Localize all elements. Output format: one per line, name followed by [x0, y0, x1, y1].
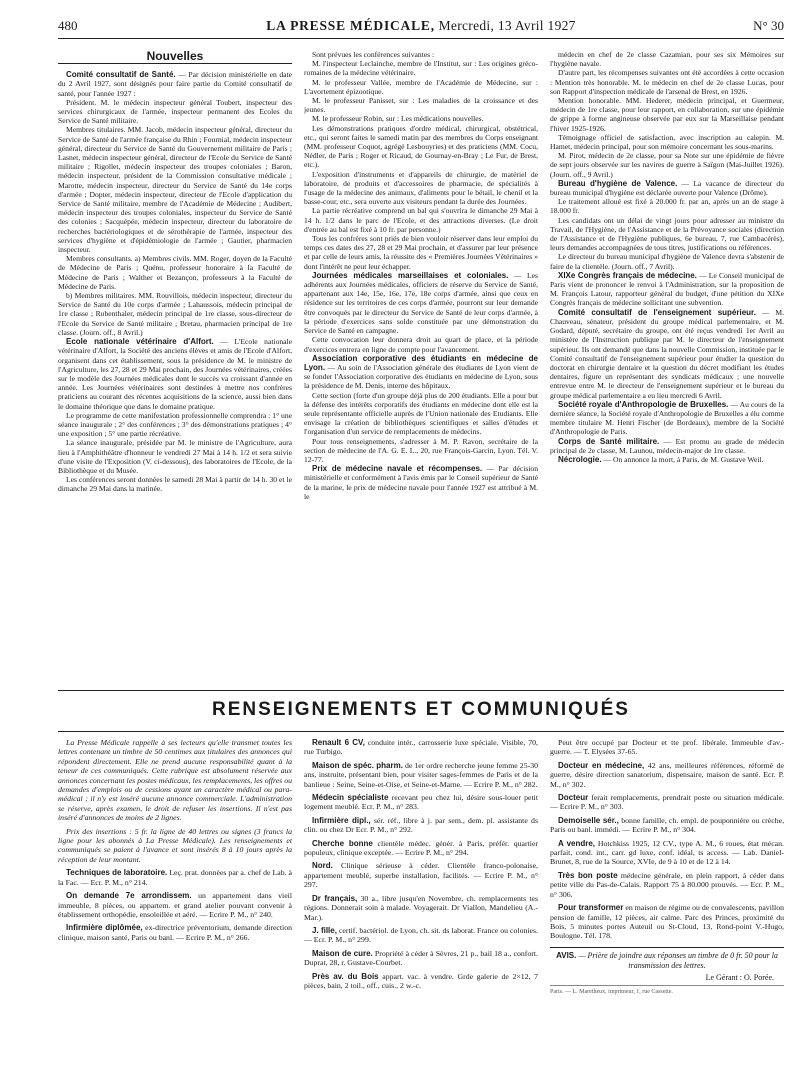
ad-heading: Très bon poste — [558, 870, 618, 880]
classified-ad — [304, 926, 538, 945]
news-text: Sont prévues les conférences suivantes : — [312, 50, 435, 59]
news-paragraph — [550, 197, 784, 215]
ad-heading: Docteur en médecine, — [558, 760, 645, 770]
news-text: La partie récréative comprend un bal qui s'ouvrira le dimanche 29 Mai à 14 h. 1/2 dans le parc de l'Ecole, et des attractions diverses. (Le droit d'entrée au bal est fixé à 10 fr. par personne.) — [304, 206, 538, 234]
news-paragraph — [550, 437, 784, 455]
news-paragraph — [304, 464, 538, 501]
masthead — [58, 18, 784, 34]
news-paragraph — [304, 271, 538, 335]
classified-ad — [304, 861, 538, 889]
ad-heading: Renault 6 CV, — [312, 738, 365, 747]
ad-text: Propriété à céder à Sèvres, 21 p., bail 18 a., confort. Duprat, 28, r. Gustave-Courbet. — [304, 948, 538, 968]
classified-ad — [550, 903, 784, 941]
news-paragraph — [304, 50, 538, 59]
nouvelles-section — [58, 50, 784, 682]
news-text: M. le professeur Robin, sur : Les médications nouvelles. — [312, 114, 484, 124]
news-text: Tous les confrères sont priés de bien vouloir réserver dans leur emploi du temps ces dates des 27, 28 et 29 Mai prochain, et d'assurer par leur présence et par celle de leurs amis, la réussite des « Premières Journées Vétérinaires » dont l'intérêt ne peut leur échapper. — [304, 234, 538, 271]
ad-text: recevant peu chez lui, désire sous-louer petit logement meublé. Ecr. P. M., n° 283. — [304, 793, 538, 812]
printer-line: Paris. — L. Maretheux, imprimeur, 1, rue Cassette. — [550, 985, 784, 997]
news-text: — Les adhérents aux Journées médicales, officiers de réserve du Service de Santé, appartenant aux 14e, 15e, 16e, 17e, 18e corps d'armée, ainsi que ceux en résidence sur les territoires de ces corps d'armée, pourront sur leur demande être convoqués par le directeur du Service de Santé de leur corps d'armée, à la période d'exercices sans solde constituée par une démonstration du Service de Santé en campagne. — [304, 270, 538, 336]
title-rule — [58, 63, 292, 64]
classified-ad — [550, 738, 784, 757]
news-text: Témoignage officiel de satisfaction, avec inscription au calepin. M. Hamet, médecin principal, pour son mémoire concernant les sous-marins. — [550, 132, 784, 152]
news-paragraph — [58, 70, 292, 98]
news-paragraph — [304, 59, 538, 77]
news-paragraph — [58, 98, 292, 126]
news-text: Président. M. le médecin inspecteur général Toubert, inspecteur des services chirurgicaux de l'armée, inspecteur permanent des Ecoles du Service de Santé militaire. — [58, 97, 292, 126]
ad-heading: J. fille, — [312, 925, 337, 935]
news-paragraph — [304, 437, 538, 465]
news-text: b) Membres militaires. MM. Rouvillois, médecin inspecteur, directeur du Service de Santé du 10e corps d'armée ; Lahaussois, médecin principal de 1re classe ; Rubenthaler, médecin principal de 1re classe, sous-directeur de l'Ecole du Service de Santé militaire ; Bretau, pharmacien principal de 1re classe. (Journ. off., 8 Avril.) — [58, 291, 292, 337]
news-paragraph — [304, 78, 538, 96]
ad-text: clientèle médec. génér. à Paris, préfér. quartier populeux, clinique exceptée. — Ecrire P. M., n° 294. — [304, 838, 538, 858]
insertion-prices: Prix des insertions : 5 fr. la ligne de 40 lettres ou signes (3 francs la ligne pour les abonnés à La Presse Médicale). Les renseignements et communiqués se paient à l'avance et sont insérés 8 à 10 jours après la réception de leur montant. — [58, 826, 292, 864]
news-paragraph — [304, 170, 538, 207]
classified-ad — [304, 949, 538, 968]
news-text: — M. Chauveau, sénateur, président du groupe médical parlementaire, et M. Godard, député, secrétaire du groupe, ont été reçus vendredi 1er Avril au ministère de l'Instruction publique par M. le directeur de l'enseignement supérieur. Ils ont demandé que dans la nouvelle Commission, instituée par le Comité consultatif de l'enseignement supérieur pour étudier la question du doctorat en chirurgie dentaire et la question du décret modifiant les études dentaires, figure un représentant des syndicats médicaux ; une nouvelle entrevue entre M. le directeur de l'enseignement supérieur et le bureau du groupe médical parlementaire a eu lieu mercredi 6 Avril. — [550, 307, 784, 400]
classified-ad — [550, 793, 784, 812]
news-paragraph — [304, 206, 538, 234]
news-text: D'autre part, les récompenses suivantes ont été accordées à cette occasion : Mention très honorable. M. le médecin en chef de 2e classe Lucas, pour son Rapport d'inspection médicale de l'arsenal de Brest, en 1926. — [550, 68, 784, 96]
ad-text: appart. vac. à vendre. Grde galerie de 2×12, 7 pièces, bain, 2 toil., off., cuis., 2 w.-c. — [304, 971, 538, 990]
news-paragraph — [550, 151, 784, 179]
classified-ad — [304, 761, 538, 789]
nouvelles-title: Nouvelles — [146, 50, 204, 63]
news-heading: Bureau d'hygiène de Valence. — [558, 178, 678, 188]
news-text: — Au cours de la dernière séance, la Société royale d'Anthropologie de Bruxelles a élu comme membre titulaire M. Henri Fischer (de Bordeaux), membre de la Société d'Anthropologie de Paris. — [550, 399, 784, 437]
news-paragraph — [550, 308, 784, 400]
news-text: Le programme de cette manifestation professionnelle comprendra : 1° une séance inaugurale ; 2° des conférences ; 3° des démonstrations pratiques ; 4° une exposition ; 5° une partie récréative. — [58, 410, 292, 439]
ad-text: 30 a., libre jusqu'en Novembre, ch. remplacements tes régions. Donnerait soin à malade. Voyagerait. Dr Viallon, Mandelieu (A.-Mar.). — [304, 893, 538, 922]
avis-text: — Prière de joindre aux réponses un timbre de 0 fr. 50 pour la transmission des lettres. — [578, 950, 778, 970]
classifieds-column-2 — [304, 738, 538, 1068]
news-text: — Le Conseil municipal de Paris vient de prononcer le renvoi à l'Administration, sur la proposition de M. François Latour, rapporteur général du budget, d'une pétition du XIXe Congrès français de médecine sollicitant une subvention. — [550, 270, 784, 308]
classifieds-section — [58, 738, 784, 1068]
news-text: — Par décision ministérielle en date du 2 Avril 1927, sont désignés pour faire partie du Comité consultatif de santé, pour l'année 1927 : — [58, 70, 292, 98]
news-paragraph — [550, 400, 784, 437]
gerant-signature: Le Gérant : O. Porée. — [705, 972, 774, 982]
news-paragraph — [304, 114, 538, 123]
ad-text: Peut être occupé par Docteur et tte prof. libérale. Immeuble d'av.-guerre. — T. Elysées 37-65. — [550, 738, 784, 757]
classified-ad — [550, 871, 784, 899]
news-text: — On annonce la mort, à Paris, de M. Gustave Weil. — [603, 454, 764, 464]
ad-text: sér. réf., libre à j. par sem., dem. pl. assistante ds clin. ou chez Dr Ecr. P. M., n° 292. — [304, 815, 538, 835]
news-heading: Nécrologie. — [558, 454, 602, 464]
classified-ad — [58, 923, 292, 942]
news-text: Pour tous renseignements, s'adresser à M. P. Ravon, secrétaire de la section de médecine de l'A. G. E. L., 20, rue François-Garcin, Lyon. Tél. V. 12-77. — [304, 436, 538, 464]
news-paragraph — [304, 335, 538, 353]
news-text: M. le professeur Vallée, membre de l'Académie de Médecine, sur : L'avortement épizootique. — [304, 77, 538, 96]
ad-heading: Docteur — [558, 793, 589, 803]
news-paragraph — [550, 252, 784, 270]
news-paragraph — [58, 125, 292, 254]
ad-heading: Médecin spécialiste — [312, 793, 389, 803]
ad-text: certif. bactériol. de Lyon, ch. sit. ds laborat. France ou colonies. — Ecr. P. M., n° 299. — [304, 925, 538, 945]
ad-heading: Demoiselle sér., — [558, 815, 619, 825]
news-text: — Par décision ministérielle et conformément à l'avis émis par le Conseil supérieur de Santé de la marine, le prix de médecine navale pour l'année 1927 est attribué à M. le — [304, 464, 538, 501]
issue-number: N° 30 — [753, 18, 784, 33]
ad-text: conduite intér., carrosserie luxe spéciale. Visible, 70, rue Turbigo. — [304, 738, 538, 757]
classified-ad — [304, 816, 538, 835]
news-heading: Comité consultatif de l'enseignement supérieur. — [558, 307, 756, 317]
news-paragraph — [304, 96, 538, 114]
news-text: Membres titulaires. MM. Jacob, médecin inspecteur général, directeur du Service de Santé de l'armée française du Rhin ; Fournial, médecin inspecteur général, directeur du Service de Santé du Gouvernement militaire de Paris ; Lasnet, médecin inspecteur général, directeur de l'Ecole du Service de Santé militaire ; Rigollet, médecin inspecteur des troupes coloniales ; Baron, médecin inspecteur, président de la Commission consultative médicale ; Marotte, médecin inspecteur, directeur du Service de Santé du 14e corps d'armée ; Dopter, médecin inspecteur, directeur de l'Ecole d'application du Service de Santé militaire, membre de l'Académie de Médecine ; Audibert, médecin inspecteur des troupes coloniales, inspecteur du Service de Santé des colonies ; Sacquépée, médecin inspecteur, directeur du laboratoire de recherches bactériologiques et de sérothérapie de l'armée, inspecteur des services d'hygiène et d'épidémiologie de l'armée ; Gautier, pharmacien inspecteur. — [58, 125, 292, 255]
news-text: Cette convocation leur donnera droit au quart de place, et la période d'exercices entrera en ligne de compte pour l'avancement. — [304, 335, 538, 354]
masthead-title: LA PRESSE MÉDICALE, — [266, 18, 435, 33]
news-paragraph — [550, 455, 784, 464]
news-text: — Au soin de l'Association générale des étudiants de Lyon vient de se fonder l'Association corporative des étudiants en médecine de Lyon, sous la présidence de M. Denis, interne des hôpitaux. — [304, 362, 538, 391]
news-text: M. l'inspecteur Leclainche, membre de l'Institut, sur : Les origines gréco-romaines de la médecine vétérinaire. — [304, 59, 538, 78]
ad-heading: On demande 7e arrondissem. — [66, 891, 192, 901]
news-heading: Corps de Santé militaire. — [558, 436, 660, 446]
news-heading: Ecole nationale vétérinaire d'Alfort. — [66, 337, 214, 347]
news-text: M. le professeur Panisset, sur : Les maladies de la croissance et des jeunes. — [304, 96, 538, 115]
classified-ad — [58, 891, 292, 919]
news-text: L'exposition d'instruments et d'appareils de chirurgie, de matériel de laboratoire, de produits et d'accessoires de pharmacie, de spécialités à l'usage de la médecine des animaux, d'aliments pour le bétail, le chenil et la basse-cour, etc., sera ouverte aux visiteurs pendant la durée des Journées. — [304, 169, 538, 207]
ad-text: Leç. prat. données par a. chef de Lab. à la Fac. — Ecr. P. M., n° 214. — [58, 868, 292, 887]
classified-ad — [304, 894, 538, 922]
news-paragraph — [550, 179, 784, 197]
news-paragraph — [304, 234, 538, 271]
ad-text: médecine générale, en plein rapport, à céder dans petite ville du Pas-de-Calais. Rapport 75 à 80.000 prouvés. — Ecr. P. M., n° 306. — [550, 870, 784, 899]
ad-text: Clinique sérieuse à céder. Clientèle franco-polonaise, appartement meublé, superbe installation, facilités. — Ecrire P. M., n° 297. — [304, 861, 538, 890]
ad-text: ex-directrice préventorium, demande direction clinique, maison santé, Paris ou banl. — Ecrire P. M., n° 266. — [58, 923, 292, 942]
news-text: M. Pirot, médecin de 2e classe, pour sa Note sur une épidémie de fièvre de sept jours observée sur les navires de guerre à Saïgon (Mai-Juillet 1926). (Journ. off., 9 Avril.) — [550, 151, 784, 179]
news-paragraph — [550, 271, 784, 308]
ad-heading: Maison de spéc. pharm. — [312, 760, 403, 770]
news-text: Cette section (forte d'un groupe déjà plus de 200 étudiants. Elle a pour but la défense des intérêts corporatifs des étudiants en médecine dont elle est la seule représentante officielle auprès de l'Union nationale des Etudiants. Elle envisage la création de bibliothèques scientifiques et salles d'études et l'organisation d'un service de remplacements de médecins. — [304, 390, 538, 437]
ad-text: 42 ans, meilleures références, réformé de guerre, désire direction sanatorium, dispensaire, maison de santé. Ecr. P. M., n° 302. — [550, 760, 784, 789]
news-paragraph — [58, 411, 292, 439]
news-text: Le traitement alloué est fixé à 20.000 fr. par an, après un an de stage à 18.000 fr. — [550, 197, 784, 216]
news-text: Les démonstrations pratiques d'ordre médical, chirurgical, obstétrical, etc., qui seront faites le samedi matin par des membres du Corps enseignant (MM. professeur Coquot, agrégé Lesbouyries) et des praticiens (MM. Cocu, Nédler, de Paris ; Roger et Ricaud, de Gournay-en-Bray ; Le Fur, de Brest, etc.). — [304, 123, 538, 170]
ad-heading: Techniques de laboratoire. — [66, 868, 168, 878]
masthead-date: Mercredi, 13 Avril 1927 — [438, 18, 576, 33]
ad-text: en maison de régime ou de convalescents, pavillon pension de famille, 12 pièces, air calme. Parc des Princes, proximité du Bois, 5 minutes portes Auteuil ou St-Cloud, 13, Rond-point V.-Hugo, Boulogne. Tél. 178. — [550, 903, 784, 941]
news-text: Les conférences seront données le samedi 28 Mai à partir de 14 h. 30 et le dimanche 29 Mai dans la matinée. — [58, 475, 292, 494]
news-paragraph — [58, 254, 292, 291]
news-paragraph — [58, 291, 292, 337]
ad-heading: A vendre, — [558, 838, 596, 848]
ad-heading: Infirmière diplômée, — [66, 923, 143, 933]
news-paragraph — [550, 216, 784, 253]
news-text: Le directeur du bureau municipal d'hygiène de Valence devra s'abstenir de faire de la clientèle. (Journ. off., 7 Avril). — [550, 252, 784, 271]
news-paragraph — [550, 68, 784, 96]
classified-ad — [58, 868, 292, 887]
page-header — [58, 18, 784, 39]
news-heading: Comité consultatif de Santé. — [66, 70, 176, 80]
classified-ad — [550, 816, 784, 835]
avis-label: AVIS. — [556, 950, 577, 960]
ad-heading: Pour transformer — [558, 903, 624, 913]
renseignements-banner — [58, 690, 784, 732]
nouvelles-column-1 — [58, 50, 292, 682]
news-text: Mention honorable. MM. Hederer, médecin principal, et Guermeur, médecin de 1re classe, pour leur rapport, en collaboration, sur une épidémie de grippe à forme angineuse observée par eux sur la Marseillaise pendant l'hiver 1925-1926. — [550, 96, 784, 133]
news-text: — L'Ecole nationale vétérinaire d'Alfort, la Société des anciens élèves et amis de l'Ecole d'Alfort, organisent dans cet établissement, sous la présidence de M. le ministre de l'Agriculture, les 27, 28 et 29 Mai prochain, des Journées vétérinaires, créées sur le modèle des Journées médicales dont le succès va croissant d'année en année. Les Journées vétérinaires sont destinées à mettre nos confrères praticiens au courant des récentes acquisitions de la science, aussi bien dans le domaine théorique que dans le domaine pratique. — [58, 337, 292, 411]
news-heading: Journées médicales marseillaises et coloniales. — [312, 270, 509, 280]
ad-text: ferait remplacements, prendrait poste ou situation médicale. — Ecrire P. M., n° 303. — [550, 793, 784, 812]
news-paragraph — [304, 124, 538, 170]
ad-heading: Infirmière dipl., — [312, 815, 371, 825]
ad-heading: Cherche bonne — [312, 838, 373, 848]
avis-notice — [550, 947, 784, 971]
news-heading: XIXe Congrès français de médecine. — [558, 270, 697, 280]
news-paragraph — [550, 96, 784, 133]
classified-ad — [304, 738, 538, 757]
news-paragraph — [58, 337, 292, 411]
news-text: — Est promu au grade de médecin principal de 2e classe, M. Launou, médecin-major de 1re classe. — [550, 436, 784, 455]
news-paragraph — [58, 438, 292, 475]
news-paragraph — [58, 475, 292, 493]
nouvelles-column-3 — [550, 50, 784, 682]
news-text: La séance inaugurale, présidée par M. le ministre de l'Agriculture, aura lieu à l'Amphithéâtre d'honneur le vendredi 27 Mai à 14 h. 1/2 et sera suivie d'une visite de l'Exposition (V. ci-dessous), des laboratoires de l'Ecole, de la Bibliothèque et du Musée. — [58, 438, 292, 475]
nouvelles-column-2 — [304, 50, 538, 682]
editorial-notice: La Presse Médicale rappelle à ses lecteurs qu'elle transmet toutes les lettres contenant un timbre de 50 centimes aux titulaires des annonces qui répondent directement. Elle ne prend aucune responsabilité quant à la teneur de ces communiqués. Cette rubrique est absolument réservée aux annonces concernant les postes médicaux, les remplacements, les offres ou demandes d'emplois ou de cessions ayant un caractère médical ou para-médical ; il n'y est inséré aucune annonce commerciale. L'administration se réserve, après examen, le droit de refuser les insertions. Il n'est pas inséré d'annonces de moins de 2 lignes. — [58, 738, 292, 823]
ad-heading: Nord. — [312, 861, 333, 871]
ad-text: un appartement dans vieil immeuble, 8 pièces, ou appartem. et grand atelier pouvant convenir à établissement orthopédie, ensoleillée et aéré. — Ecrire P. M., n° 240. — [58, 891, 292, 919]
news-heading: Association corporative des étudiants en médecine de Lyon. — [304, 353, 538, 372]
news-text: — La vacance de directeur du bureau municipal d'hygiène est déclarée ouverte pour Valence (Drôme). — [550, 178, 784, 198]
ad-heading: Dr français, — [312, 893, 358, 903]
page-number: 480 — [58, 18, 78, 33]
ad-heading: Près av. du Bois — [312, 971, 379, 981]
news-heading: Société royale d'Anthropologie de Bruxelles. — [558, 399, 729, 409]
news-heading: Prix de médecine navale et récompenses. — [312, 464, 483, 474]
news-paragraph — [550, 133, 784, 151]
ad-text: bonne famille, ch. empl. de pouponnière ou crèche, Paris ou banl. immédi. — Ecrire P. M., n° 304. — [550, 815, 784, 835]
news-text: médecin en chef de 2e classe Cazamian, pour ses six Mémoires sur l'hygiène navale. — [550, 50, 784, 69]
news-paragraph — [550, 50, 784, 68]
news-paragraph — [304, 354, 538, 391]
classified-ad — [304, 972, 538, 991]
news-paragraph — [304, 391, 538, 437]
news-text: Membres consultants. a) Membres civils. MM. Roger, doyen de la Faculté de Médecine de Paris ; Quénu, professeur honoraire à la Faculté de Médecine de Paris ; Walther et Bezançon, professeurs à la Faculté de Médecine de Paris. — [58, 254, 292, 291]
news-text: Les candidats ont un délai de vingt jours pour adresser au ministre du Travail, de l'Hygiène, de l'Assistance et de la Prévoyance sociales (direction de l'Assistance et de l'Hygiène publiques, 6e bureau, 7, rue Cambacérès), leurs demandes accompagnées de tous titres, justifications ou références. — [550, 215, 784, 253]
classified-ad — [304, 793, 538, 812]
classified-ad — [304, 839, 538, 858]
ad-heading: Maison de cure. — [312, 948, 373, 958]
classifieds-column-3 — [550, 738, 784, 1068]
renseignements-title: RENSEIGNEMENTS ET COMMUNIQUÉS — [212, 699, 630, 720]
classified-ad — [550, 839, 784, 867]
classified-ad — [550, 761, 784, 789]
ad-text: Hotchkiss 1925, 12 CV., type A. M., 6 roues, état mécan. parfait, cond. int., carr. gd luxe, conf. idéal, ts access. — Lab. Daniel-Brunet, 8, rue de la Source, XVIe, de 9 à 10 et de 12 à 14. — [550, 838, 784, 867]
classifieds-column-1 — [58, 738, 292, 1068]
ad-text: de 1er ordre recherche jeune femme 25-30 ans, instruite, présentant bien, pour visiter sages-femmes de Paris et de la banlieue : Seine, Seine-et-Oise, et Seine-et-Marne. — Ecrire P. M., n° 282. — [304, 760, 538, 789]
